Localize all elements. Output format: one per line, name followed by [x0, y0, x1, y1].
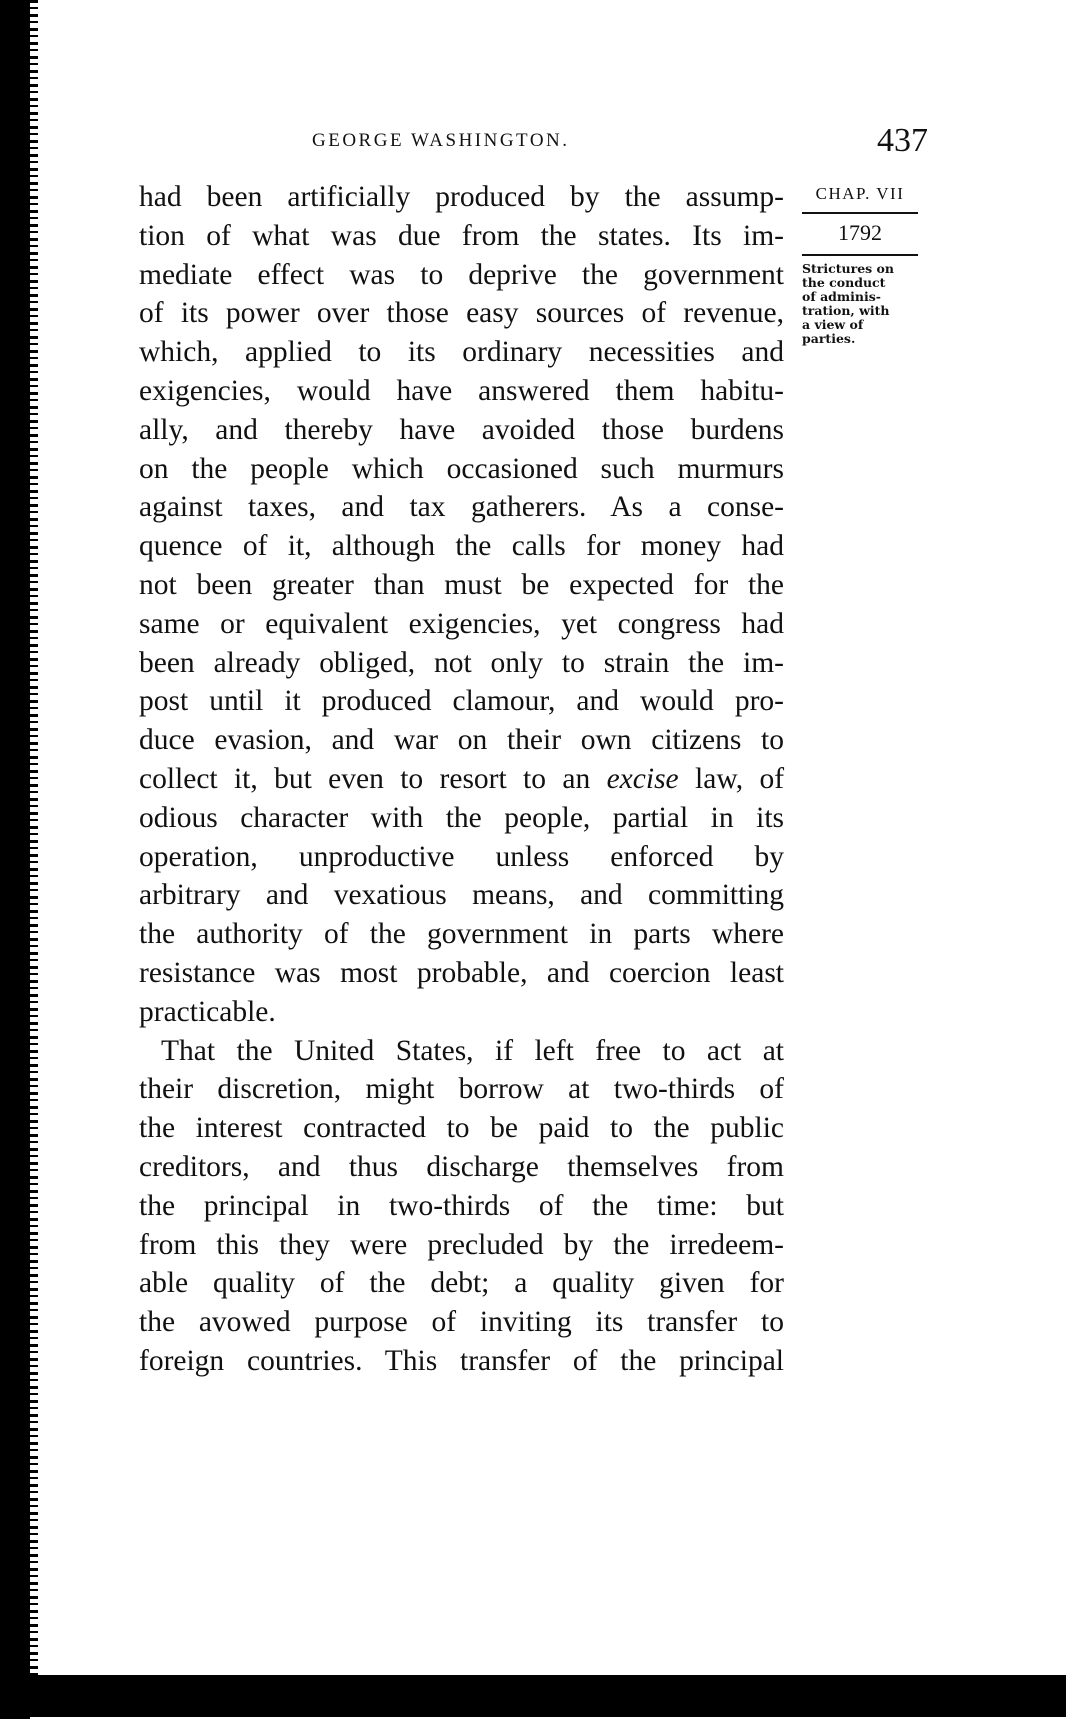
text-line: which, applied to its ordinary necessities and	[139, 336, 784, 369]
text-line: quence of it, although the calls for money had	[139, 530, 784, 563]
margin-notes	[802, 184, 918, 346]
divider	[802, 254, 918, 256]
text-line: resistance was most probable, and coercion least	[139, 956, 784, 989]
text-line: creditors, and thus discharge themselves from	[139, 1150, 784, 1183]
text-line: duce evasion, and war on their own citizens to	[139, 724, 784, 757]
scan-spine-edge	[30, 0, 38, 1680]
text-line: exigencies, would have answered them habitu-	[139, 374, 784, 407]
text-line: odious character with the people, partial in its	[139, 801, 784, 834]
text-span: collect it, but even to resort to an	[139, 762, 591, 795]
text-line: of its power over those easy sources of revenue,	[139, 297, 784, 330]
text-line: tion of what was due from the states. Its im-	[139, 219, 784, 252]
body-text	[139, 178, 784, 1381]
text-line: post until it produced clamour, and would pro-	[139, 685, 784, 718]
text-line: the interest contracted to be paid to the public	[139, 1112, 784, 1145]
page-number: 437	[877, 122, 928, 159]
text-line: the avowed purpose of inviting its transfer to	[139, 1306, 784, 1339]
text-line: ally, and thereby have avoided those burdens	[139, 413, 784, 446]
side-note	[802, 262, 918, 346]
text-line: from this they were precluded by the irredeem-	[139, 1228, 784, 1261]
text-span: law, of	[695, 762, 785, 795]
scan-bottom-edge	[0, 1675, 1066, 1717]
scan-spine-shadow	[0, 0, 30, 1719]
side-note-line: a view of	[802, 317, 864, 332]
text-line: arbitrary and vexatious means, and committing	[139, 879, 784, 912]
side-note-line: the conduct	[802, 275, 886, 290]
running-head: GEORGE WASHINGTON.	[312, 130, 570, 151]
side-note-line: Strictures on	[802, 261, 894, 276]
side-note-line: of adminis-	[802, 289, 881, 304]
divider	[802, 212, 918, 214]
side-note-line: tration, with	[802, 303, 890, 318]
text-line: mediate effect was to deprive the government	[139, 258, 784, 291]
year-label: 1792	[838, 220, 882, 245]
text-line: the authority of the government in parts where	[139, 918, 784, 951]
text-line: able quality of the debt; a quality given for	[139, 1267, 784, 1300]
text-line: not been greater than must be expected for the	[139, 568, 784, 601]
chapter-label: CHAP. VII	[815, 184, 905, 203]
side-note-line: parties.	[802, 331, 856, 346]
text-line: practicable.	[139, 995, 276, 1028]
text-line: same or equivalent exigencies, yet congress had	[139, 607, 784, 640]
text-line	[139, 760, 784, 799]
text-line: on the people which occasioned such murmurs	[139, 452, 784, 485]
text-line: foreign countries. This transfer of the principal	[139, 1344, 784, 1377]
text-line: the principal in two-thirds of the time: but	[139, 1189, 784, 1222]
text-line: against taxes, and tax gatherers. As a conse-	[139, 491, 784, 524]
text-line: operation, unproductive unless enforced by	[139, 840, 784, 873]
text-line: their discretion, might borrow at two-thirds of	[139, 1073, 784, 1106]
text-line: been already obliged, not only to strain the im-	[139, 646, 784, 679]
text-line: That the United States, if left free to act at	[161, 1034, 784, 1067]
text-line: had been artificially produced by the assump-	[139, 181, 784, 213]
italic-word: excise	[606, 762, 679, 795]
